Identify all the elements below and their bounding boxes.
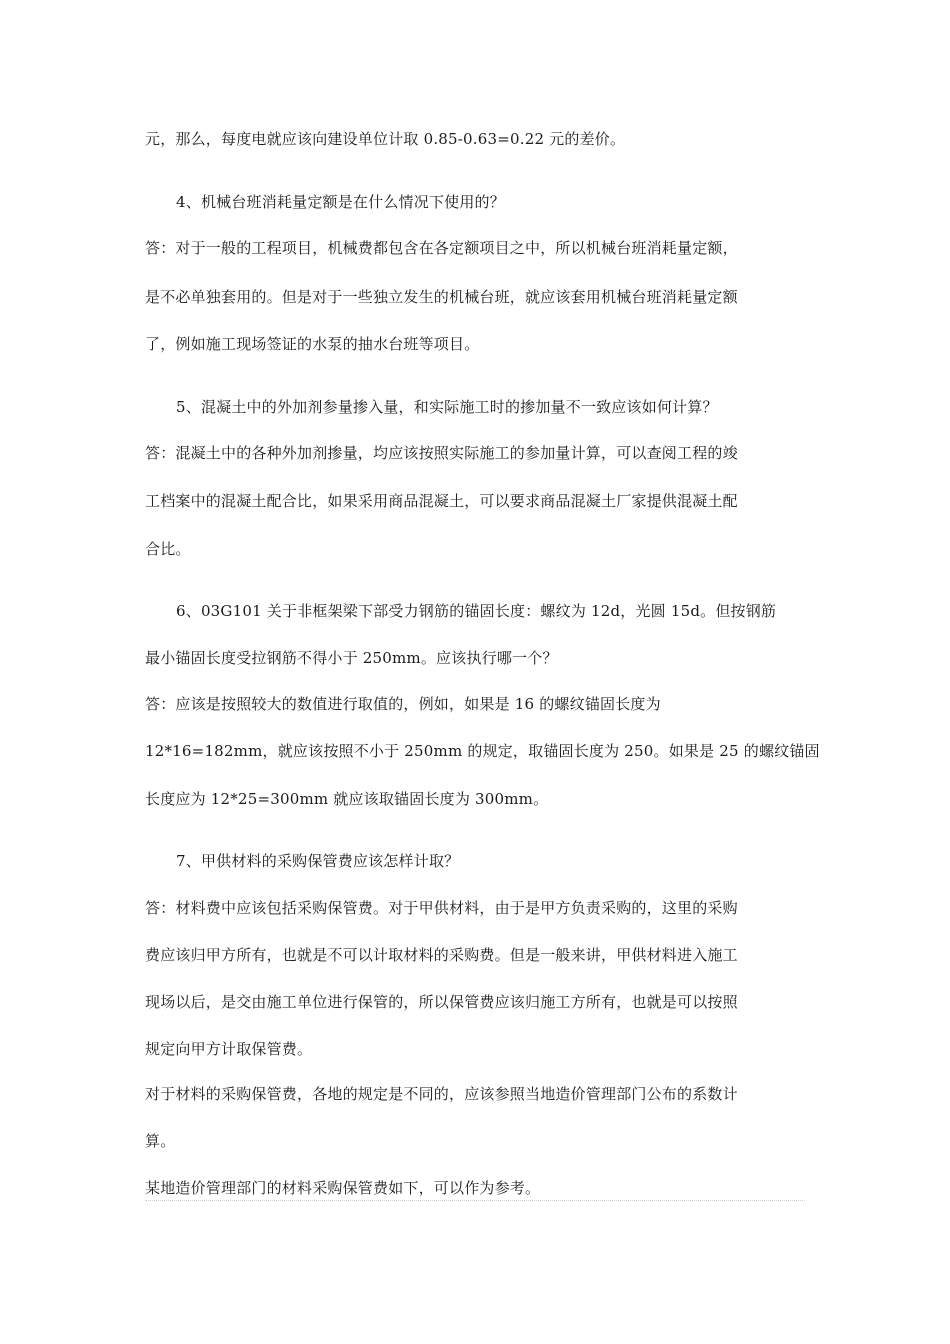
answer-5-line: 工档案中的混凝土配合比，如果采用商品混凝土，可以要求商品混凝土厂家提供混凝土配 (145, 492, 738, 510)
answer-4-line: 答：对于一般的工程项目，机械费都包含在各定额项目之中，所以机械台班消耗量定额， (145, 239, 738, 257)
answer-6-line: 12*16=182mm，就应该按照不小于 250mm 的规定，取锚固长度为 250。如果是 25 的螺纹锚固 (145, 742, 820, 760)
answer-6-line: 长度应为 12*25=300mm 就应该取锚固长度为 300mm。 (145, 790, 549, 808)
question-4: 4、机械台班消耗量定额是在什么情况下使用的？ (176, 193, 505, 211)
answer-7-line: 费应该归甲方所有，也就是不可以计取材料的采购费。但是一般来讲，甲供材料进入施工 (145, 946, 738, 964)
paragraph-line: 对于材料的采购保管费，各地的规定是不同的，应该参照当地造价管理部门公布的系数计 (145, 1085, 738, 1103)
answer-5-line: 合比。 (145, 540, 191, 558)
question-6: 6、03G101 关于非框架梁下部受力钢筋的锚固长度：螺纹为 12d，光圆 15d。但按钢筋 (176, 602, 777, 620)
answer-7-line: 现场以后，是交由施工单位进行保管的，所以保管费应该归施工方所有，也就是可以按照 (145, 993, 738, 1011)
answer-4-line: 是不必单独套用的。但是对于一些独立发生的机械台班，就应该套用机械台班消耗量定额 (145, 288, 738, 306)
dotted-divider (145, 1200, 805, 1201)
answer-7-line: 答：材料费中应该包括采购保管费。对于甲供材料，由于是甲方负责采购的，这里的采购 (145, 899, 738, 917)
paragraph-line: 元，那么，每度电就应该向建设单位计取 0.85-0.63=0.22 元的差价。 (145, 130, 626, 148)
answer-6-line: 答：应该是按照较大的数值进行取值的，例如，如果是 16 的螺纹锚固长度为 (145, 695, 661, 713)
paragraph-line: 某地造价管理部门的材料采购保管费如下，可以作为参考。 (145, 1179, 541, 1197)
question-6-line: 最小锚固长度受拉钢筋不得小于 250mm。应该执行哪一个？ (145, 649, 558, 667)
answer-4-line: 了，例如施工现场签证的水泵的抽水台班等项目。 (145, 335, 480, 353)
answer-7-line: 规定向甲方计取保管费。 (145, 1040, 313, 1058)
question-5: 5、混凝土中的外加剂参量掺入量，和实际施工时的掺加量不一致应该如何计算？ (176, 398, 718, 416)
question-7: 7、甲供材料的采购保管费应该怎样计取？ (176, 852, 460, 870)
paragraph-line: 算。 (145, 1132, 176, 1150)
answer-5-line: 答：混凝土中的各种外加剂掺量，均应该按照实际施工的参加量计算，可以查阅工程的竣 (145, 444, 738, 462)
